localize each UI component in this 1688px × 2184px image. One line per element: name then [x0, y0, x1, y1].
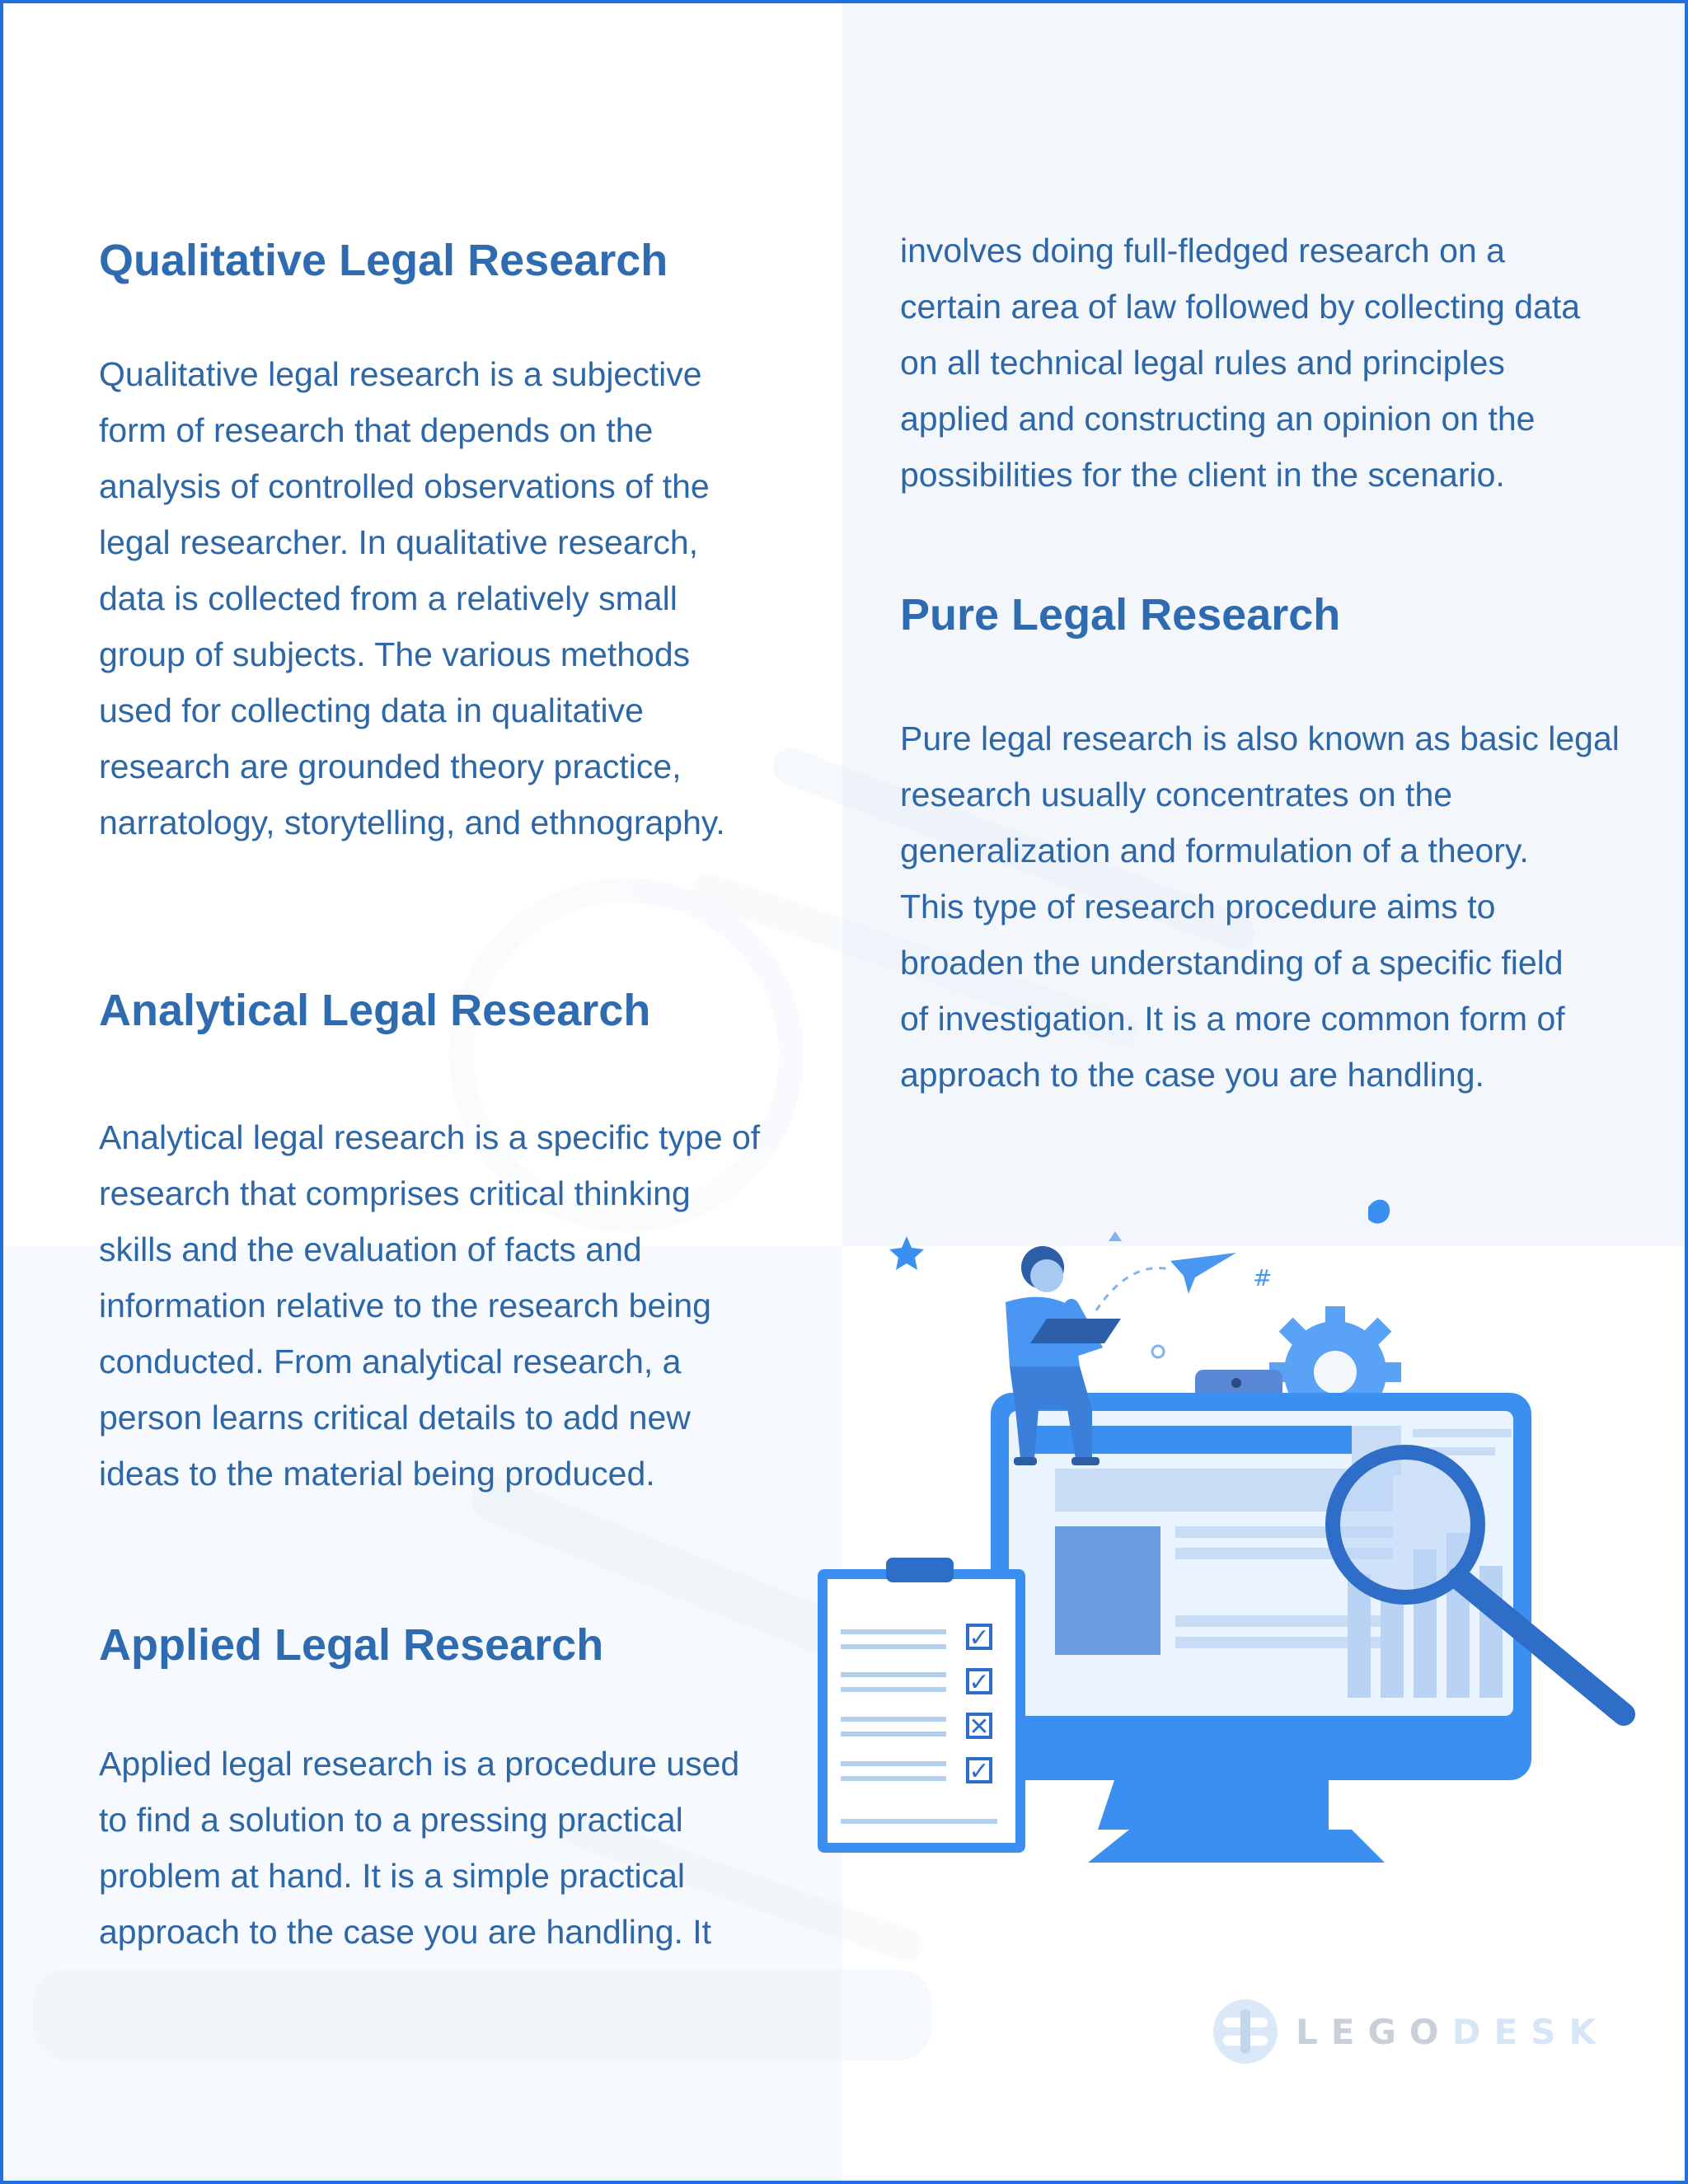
star-icon	[889, 1236, 924, 1270]
section-qualitative	[99, 231, 791, 851]
section-pure	[900, 585, 1642, 1103]
paragraph-applied: Applied legal research is a procedure used to find a solution to a pressing practical problem at hand. It is a simple practical approach to the case you are handling. It	[99, 1745, 740, 1951]
section-analytical	[99, 981, 791, 1502]
logo-text	[1296, 2012, 1609, 2052]
heading-analytical: Analytical Legal Research	[99, 986, 651, 1035]
heading-qualitative: Qualitative Legal Research	[99, 236, 668, 285]
hash-icon: #	[1253, 1264, 1273, 1291]
checkbox-mark-4: ✓	[968, 1757, 990, 1786]
bird-icon	[1368, 1200, 1390, 1224]
section-applied	[99, 1615, 791, 1960]
heading-pure: Pure Legal Research	[900, 590, 1341, 640]
checkbox-mark-1: ✓	[968, 1624, 990, 1652]
legodesk-logo	[1212, 1998, 1609, 2065]
computer-research-illustration	[808, 1170, 1648, 1896]
paper-plane-icon	[1170, 1253, 1236, 1294]
checkbox-mark-2: ✓	[968, 1668, 990, 1697]
checkbox-mark-3: ✕	[968, 1713, 990, 1741]
logo-text-lego: LEGO	[1296, 2011, 1452, 2052]
section-applied-continued	[900, 223, 1642, 503]
heading-applied: Applied Legal Research	[99, 1620, 604, 1670]
paragraph-applied-continued: involves doing full-fledged research on a certain area of law followed by collecting data on all technical legal rules and principles applied and constructing an opinion on the possibilities for the client in the scenario.	[900, 232, 1581, 494]
paragraph-qualitative: Qualitative legal research is a subjective form of research that depends on the analysis of controlled observations of the legal researcher. In qualitative research, data is collected from a relatively small group of subjects. The various methods used for collecting data in qualitative research are grounded theory practice, narratology, storytelling, and ethnography.	[99, 355, 725, 841]
logo-text-desk: DESK	[1451, 2011, 1609, 2052]
paragraph-analytical: Analytical legal research is a specific type of research that comprises critical thinking skills and the evaluation of facts and information relative to the research being conducted. From analytical research, a person learns critical details to add new ideas to the material being produced.	[99, 1118, 761, 1493]
paragraph-pure: Pure legal research is also known as basic legal research usually concentrates on the generalization and formulation of a theory. This type of research procedure aims to broaden the understanding of a specific field of investigation. It is a more common form of approach to the case you are handling.	[900, 719, 1620, 1094]
legodesk-logo-mark	[1212, 1998, 1279, 2065]
checklist-clipboard	[818, 1558, 1025, 1853]
